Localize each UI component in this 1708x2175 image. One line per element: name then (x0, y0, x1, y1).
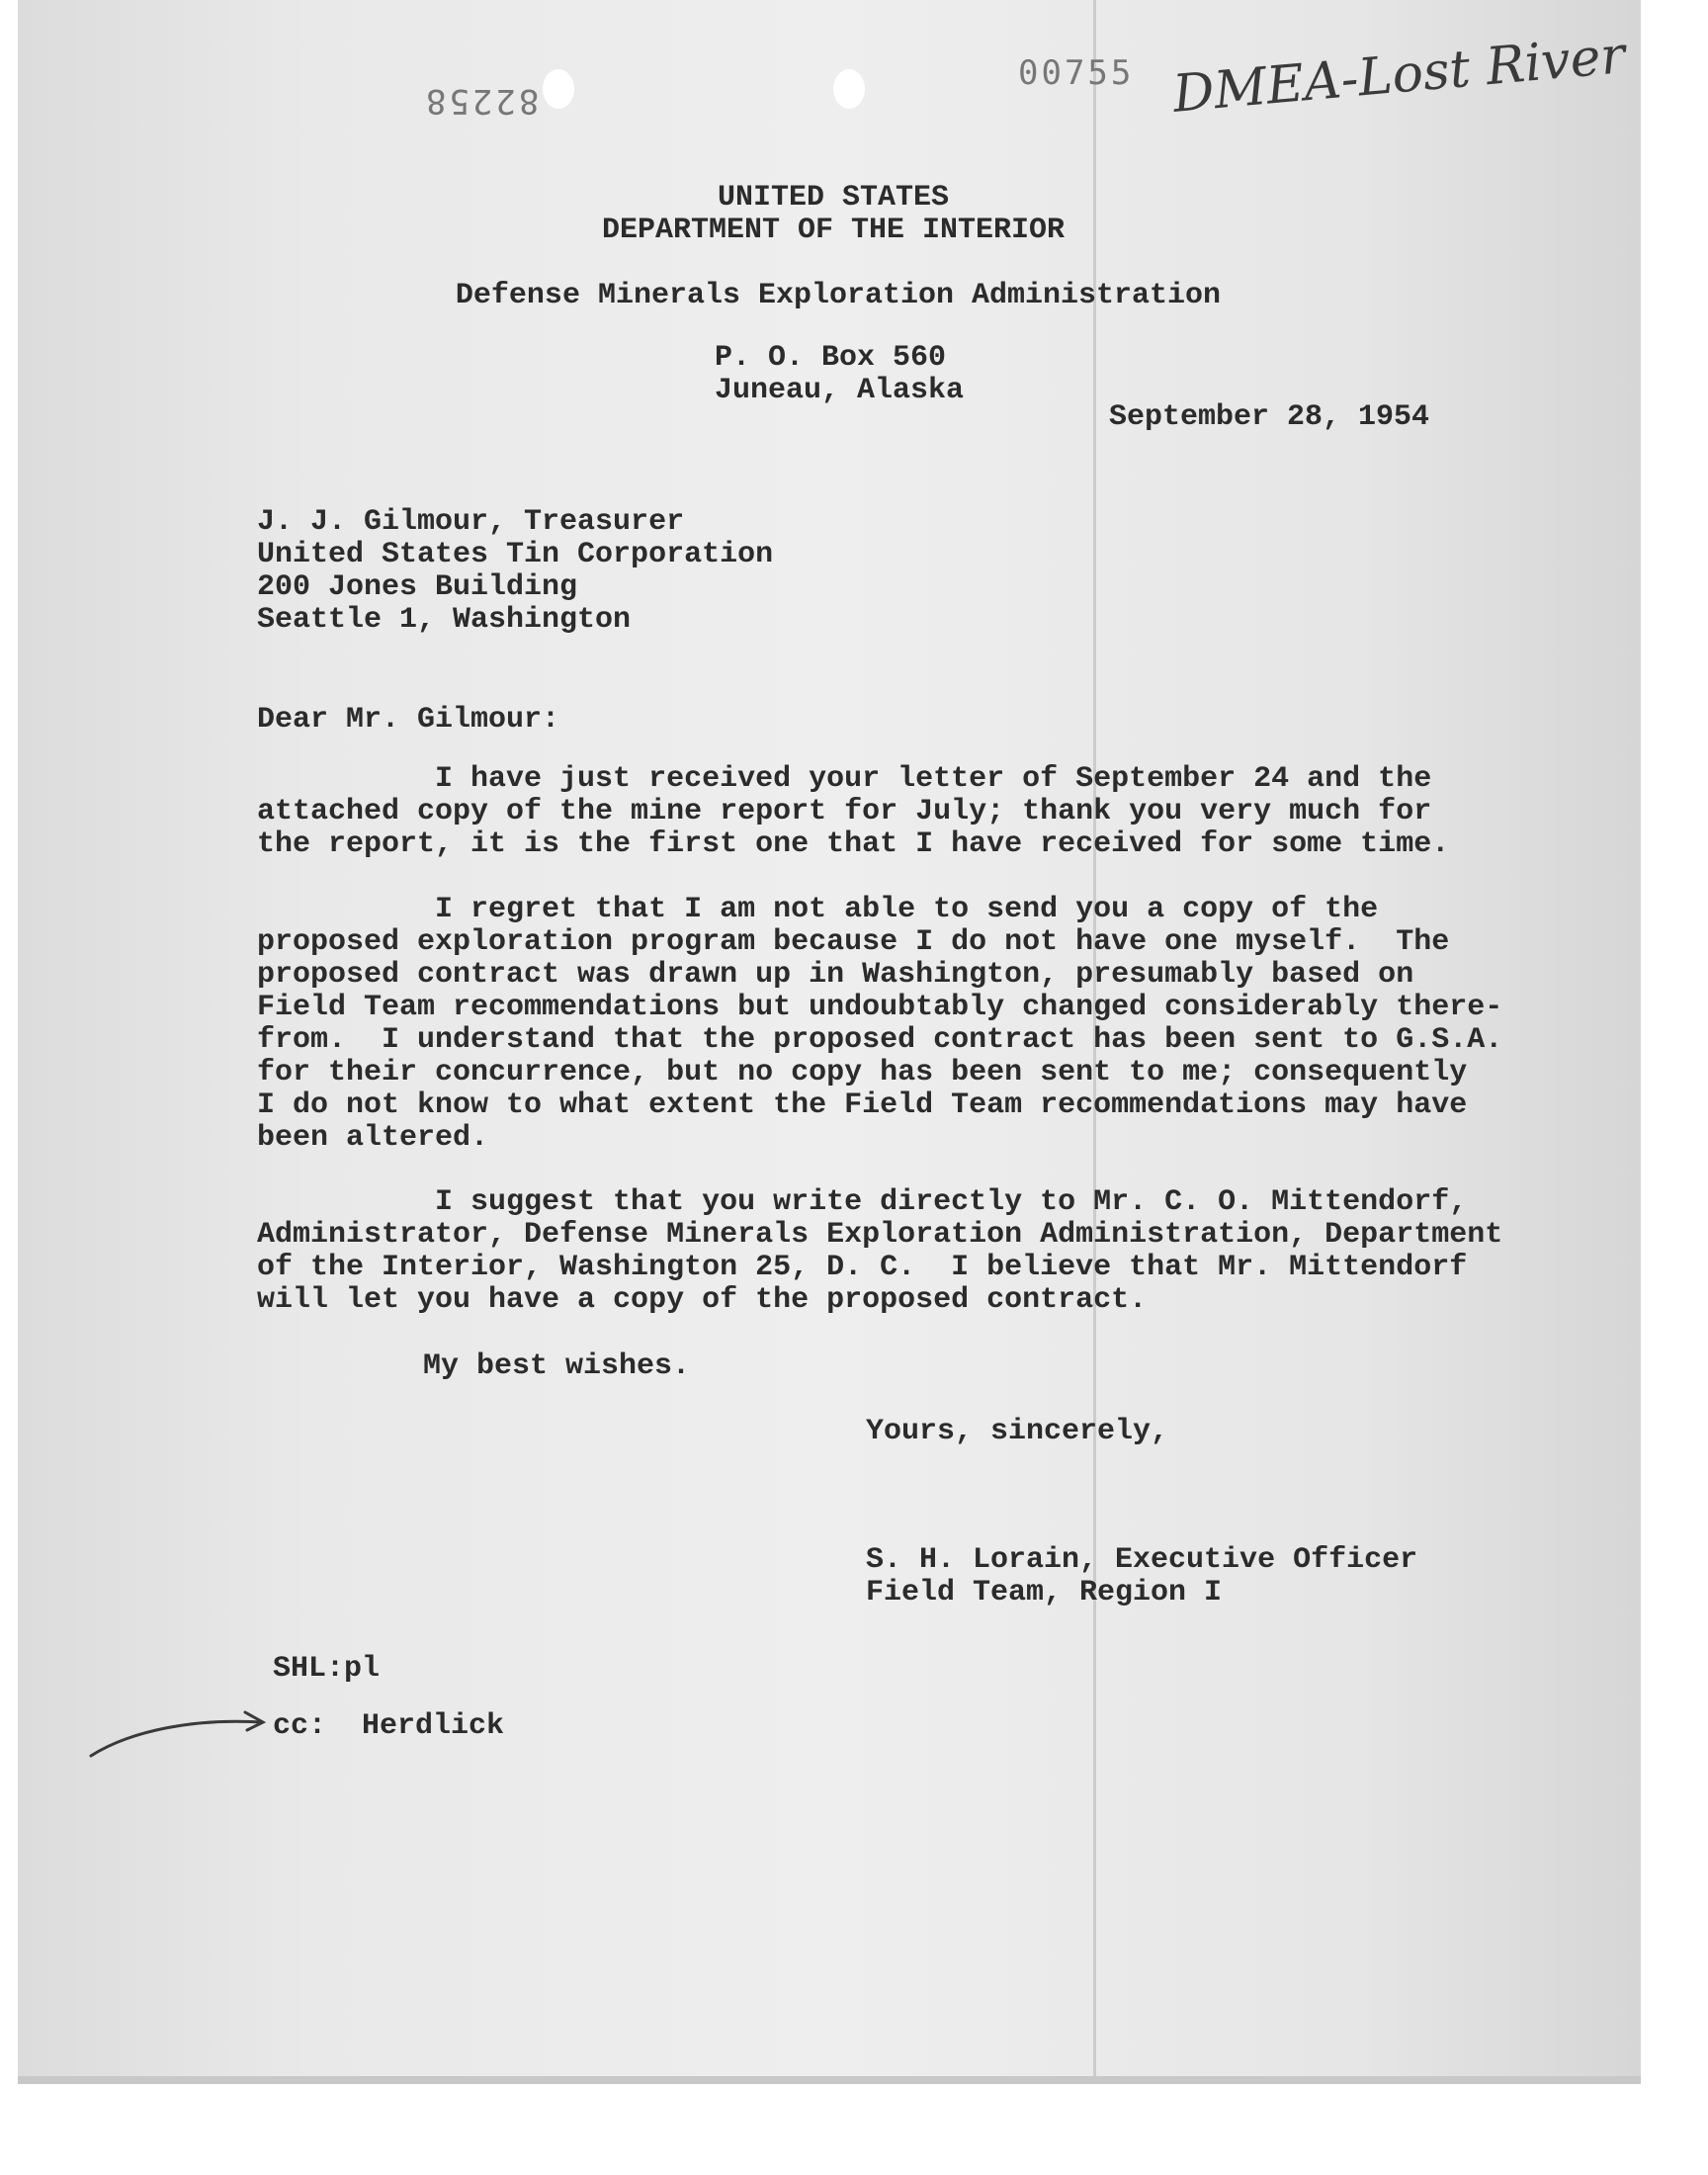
letterhead-department: DEPARTMENT OF THE INTERIOR (601, 214, 1066, 247)
body-paragraph-2: I regret that I am not able to send you a copy of the proposed exploration program because I do not have one myself. The proposed contract was drawn up in Washington, presumably based on Field Team recommendations but undoubtably changed considerably there- from. I understand that the proposed contract has been sent to G.S.A. for their concurrence, but no copy has been sent to me; consequently I do not know to what extent the Field Team recommendations may have been altered. (257, 893, 1503, 1155)
handwritten-annotation: DMEA-Lost River (1170, 26, 1628, 125)
punch-hole-right (833, 69, 865, 109)
signature-team: Field Team, Region I (866, 1576, 1223, 1610)
best-wishes: My best wishes. (423, 1349, 691, 1383)
punch-hole-left (543, 69, 574, 109)
letterhead-country: UNITED STATES (717, 181, 950, 215)
body-paragraph-3: I suggest that you write directly to Mr. C. O. Mittendorf, Administrator, Defense Minerals Exploration Administration, Department of the Interior, Washington 25, D. C. I believe that Mr. Mittendorf will let you have a copy of the proposed contract. (257, 1185, 1503, 1317)
reference-initials: SHL:pl (273, 1652, 381, 1686)
letterhead-po-box: P. O. Box 560 (715, 341, 947, 375)
complimentary-close: Yours, sincerely, (866, 1415, 1169, 1448)
letter-page (18, 0, 1641, 2084)
recipient-company: United States Tin Corporation (257, 538, 774, 571)
handwritten-arrow-icon (87, 1693, 275, 1762)
body-paragraph-1: I have just received your letter of September 24 and the attached copy of the mine report for July; thank you very much for the report, it is the first one that I have received for some time. (257, 762, 1450, 861)
letter-date: September 28, 1954 (1109, 400, 1430, 434)
file-number-stamp-right: 00755 (1018, 53, 1135, 93)
carbon-copy-line: cc: Herdlick (273, 1709, 505, 1743)
letterhead-city: Juneau, Alaska (715, 374, 965, 407)
recipient-city: Seattle 1, Washington (257, 603, 632, 637)
page-bottom-edge (18, 2076, 1641, 2084)
signature-name-title: S. H. Lorain, Executive Officer (866, 1543, 1418, 1577)
recipient-street: 200 Jones Building (257, 570, 578, 604)
salutation: Dear Mr. Gilmour: (257, 703, 560, 737)
file-number-stamp-left: 82258 (423, 81, 540, 121)
recipient-name: J. J. Gilmour, Treasurer (257, 505, 685, 539)
letterhead-agency: Defense Minerals Exploration Administration (455, 279, 1222, 312)
